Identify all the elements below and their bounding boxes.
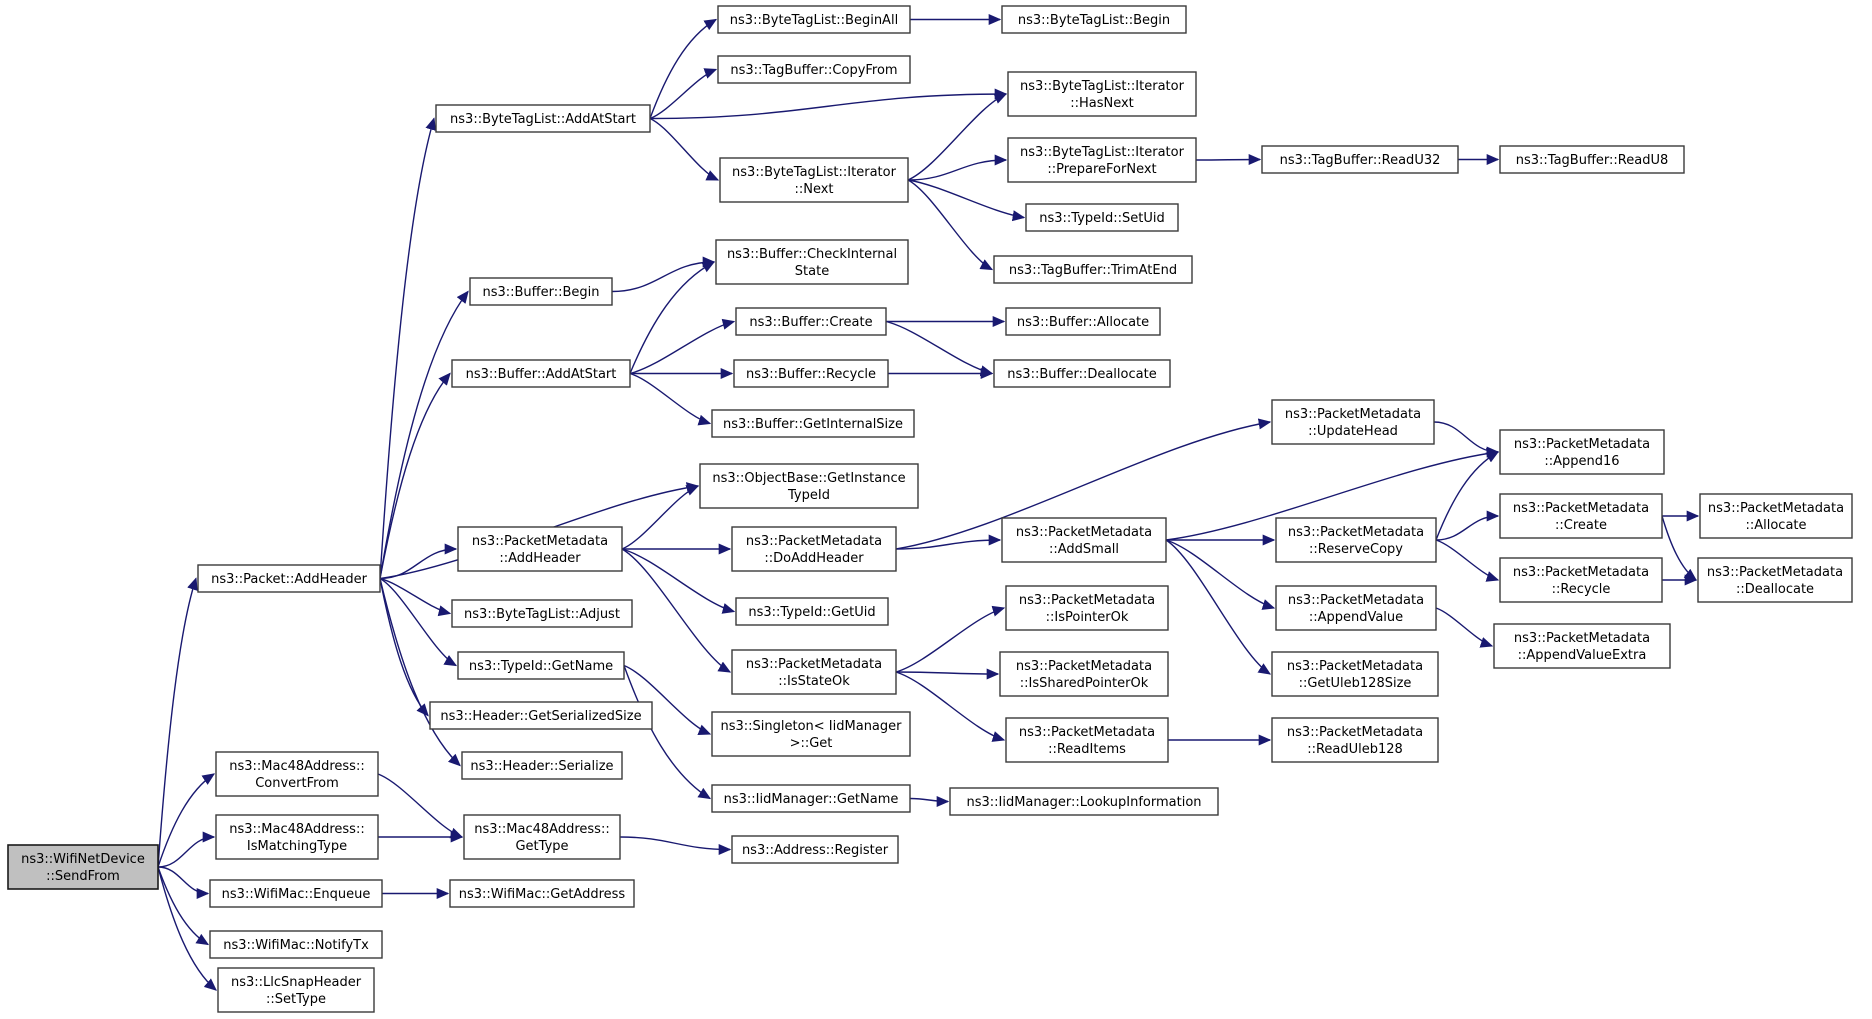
node-pm-updatehead[interactable] [1272,400,1434,444]
edge-typeid-getname-to-iidmanager-getname [624,666,710,799]
edge-pm-addsmall-to-pm-appendvalue [1166,540,1274,608]
node-pm-issharedpointerok[interactable] [1000,652,1168,696]
node-label: ns3::PacketMetadata ::Allocate [1707,501,1845,533]
node-btl-adjust[interactable] [452,600,632,627]
node-pm-deallocate[interactable] [1698,558,1852,602]
node-wifimac-getaddress[interactable] [450,880,634,907]
node-label: ns3::PacketMetadata ::AppendValue [1287,593,1425,625]
node-llcsnap-settype[interactable] [218,968,374,1012]
edge-pm-reservecopy-to-pm-append16 [1436,452,1498,540]
node-label: ns3::PacketMetadata ::IsSharedPointerOk [1015,659,1153,691]
edge-pm-isstateok-to-pm-readitems [896,672,1004,740]
node-label: ns3::WifiMac::NotifyTx [223,938,369,953]
edge-pm-isstateok-to-pm-ispointerok [896,608,1004,672]
node-label: ns3::Mac48Address:: ConvertFrom [229,759,365,791]
node-label: ns3::IidManager::GetName [723,792,899,807]
edge-pm-addheader-to-pm-isstateok [622,549,730,672]
edge-buffer-create-to-buffer-deallocate [886,322,992,374]
node-label: ns3::Buffer::GetInternalSize [723,417,903,432]
node-label: ns3::Address::Register [741,843,889,858]
node-label: ns3::PacketMetadata ::Deallocate [1706,565,1844,597]
edge-btl-addatstart-to-btl-iter-hasnext [650,94,1006,119]
edge-packet-addheader-to-buffer-begin [380,292,468,579]
edge-pm-addheader-to-objectbase-getinstancetypeid [622,486,698,549]
node-tagbuffer-readu32[interactable] [1262,146,1458,173]
node-label: ns3::TypeId::SetUid [1039,211,1165,226]
node-header-getserializedsize[interactable] [430,702,652,729]
node-label: ns3::PacketMetadata ::AppendValueExtra [1513,631,1651,663]
node-btl-beginall[interactable] [718,6,910,33]
node-objectbase-getinstancetypeid[interactable] [700,464,918,508]
node-label: ns3::ByteTagList::Iterator ::Next [732,165,896,197]
node-label: ns3::PacketMetadata ::IsStateOk [745,657,883,689]
node-typeid-setuid[interactable] [1026,204,1178,231]
node-pm-readitems[interactable] [1006,718,1168,762]
node-label: ns3::PacketMetadata ::Append16 [1513,437,1651,469]
edge-mac48-convertfrom-to-mac48-gettype [378,774,462,837]
node-label: ns3::WifiMac::GetAddress [458,887,626,902]
node-mac48-ismatchingtype[interactable] [216,815,378,859]
node-pm-isstateok[interactable] [732,650,896,694]
edge-buffer-begin-to-buffer-checkinternalstate [612,262,714,292]
edge-mac48-gettype-to-address-register [620,837,730,850]
node-wifimac-notifytx[interactable] [210,931,382,958]
edge-btl-addatstart-to-btl-beginall [650,20,716,119]
node-packet-addheader[interactable] [198,565,380,592]
edge-pm-isstateok-to-pm-issharedpointerok [896,672,998,674]
edge-btl-iter-next-to-btl-iter-hasnext [908,94,1006,180]
node-buffer-deallocate[interactable] [994,360,1170,387]
edge-sendfrom-to-packet-addheader [158,579,196,868]
node-pm-reservecopy[interactable] [1276,518,1436,562]
edge-pm-appendvalue-to-pm-appendvalueextra [1436,608,1492,646]
node-buffer-begin[interactable] [470,278,612,305]
node-label: ns3::ObjectBase::GetInstance TypeId [712,471,906,503]
node-label: ns3::Buffer::Begin [482,285,600,300]
node-sendfrom[interactable] [8,845,158,889]
node-label: ns3::ByteTagList::AddAtStart [450,112,636,127]
node-label: ns3::TagBuffer::ReadU32 [1279,153,1441,168]
edge-btl-iter-prepare-to-tagbuffer-readu32 [1196,160,1260,161]
node-label: ns3::Singleton< IidManager >::Get [720,719,902,751]
node-buffer-create[interactable] [736,308,886,335]
node-label: ns3::PacketMetadata ::Recycle [1512,565,1650,597]
node-iidmanager-lookupinformation[interactable] [950,788,1218,815]
node-label: ns3::Buffer::Deallocate [1007,367,1157,382]
node-label: ns3::TagBuffer::CopyFrom [730,63,898,78]
node-pm-create[interactable] [1500,494,1662,538]
node-label: ns3::Header::GetSerializedSize [440,709,642,724]
node-header-serialize[interactable] [462,752,622,779]
node-label: ns3::PacketMetadata ::ReadUleb128 [1286,725,1424,757]
node-label: ns3::Buffer::Create [749,315,873,330]
node-iidmanager-getname[interactable] [712,785,910,812]
edge-packet-addheader-to-buffer-addatstart [380,374,450,579]
edge-sendfrom-to-mac48-convertfrom [158,774,214,867]
edge-packet-addheader-to-header-serialize [380,579,460,766]
edge-iidmanager-getname-to-iidmanager-lookupinformation [910,799,948,802]
node-btl-addatstart[interactable] [436,105,650,132]
node-label: ns3::ByteTagList::Adjust [464,607,620,622]
edge-packet-addheader-to-btl-adjust [380,579,450,614]
node-pm-readuleb128[interactable] [1272,718,1438,762]
edge-sendfrom-to-mac48-ismatchingtype [158,837,214,867]
node-buffer-addatstart[interactable] [452,360,630,387]
node-label: ns3::PacketMetadata ::ReserveCopy [1287,525,1425,557]
edge-sendfrom-to-llcsnap-settype [158,867,216,990]
node-pm-allocate[interactable] [1700,494,1852,538]
node-pm-appendvalueextra[interactable] [1494,624,1670,668]
node-btl-iter-next[interactable] [720,158,908,202]
node-label: ns3::PacketMetadata ::UpdateHead [1284,407,1422,439]
edge-btl-iter-next-to-tagbuffer-trimatend [908,180,992,270]
edge-pm-addsmall-to-pm-getuleb128size [1166,540,1270,674]
node-label: ns3::WifiNetDevice ::SendFrom [21,852,145,884]
node-tagbuffer-trimatend[interactable] [994,256,1192,283]
node-pm-addsmall[interactable] [1002,518,1166,562]
node-pm-recycle[interactable] [1500,558,1662,602]
node-tagbuffer-readu8[interactable] [1500,146,1684,173]
node-label: ns3::PacketMetadata ::DoAddHeader [745,534,883,566]
node-btl-begin[interactable] [1002,6,1186,33]
node-buffer-checkinternalstate[interactable] [716,240,908,284]
node-label: ns3::ByteTagList::Begin [1017,13,1171,28]
edge-sendfrom-to-wifimac-notifytx [158,867,208,945]
node-label: ns3::TypeId::GetName [468,659,614,674]
node-mac48-gettype[interactable] [464,815,620,859]
node-label: ns3::ByteTagList::Iterator ::PrepareForNext [1020,145,1184,177]
edge-pm-create-to-pm-deallocate [1662,516,1696,580]
node-label: ns3::Mac48Address:: IsMatchingType [229,822,365,854]
edge-pm-addheader-to-typeid-getuid [622,549,734,612]
node-btl-iter-prepare[interactable] [1008,138,1196,182]
edge-buffer-addatstart-to-buffer-getinternalsize [630,374,710,424]
node-label: ns3::ByteTagList::BeginAll [729,13,899,28]
node-pm-addheader[interactable] [458,527,622,571]
node-typeid-getuid[interactable] [736,598,888,625]
node-label: ns3::IidManager::LookupInformation [966,795,1202,810]
node-label: ns3::PacketMetadata ::AddHeader [471,534,609,566]
node-label: ns3::Mac48Address:: GetType [474,822,610,854]
node-pm-doaddheader[interactable] [732,527,896,571]
node-buffer-recycle[interactable] [734,360,888,387]
node-label: ns3::PacketMetadata ::AddSmall [1015,525,1153,557]
edge-btl-addatstart-to-btl-iter-next [650,119,718,181]
node-buffer-allocate[interactable] [1006,308,1160,335]
node-label: ns3::Buffer::AddAtStart [465,367,617,382]
edge-packet-addheader-to-btl-addatstart [380,119,434,579]
node-mac48-convertfrom[interactable] [216,752,378,796]
node-singleton-get[interactable] [712,712,910,756]
node-label: ns3::Buffer::CheckInternal State [726,247,898,279]
node-pm-ispointerok[interactable] [1006,586,1168,630]
edge-buffer-addatstart-to-buffer-checkinternalstate [630,262,714,374]
node-label: ns3::TagBuffer::ReadU8 [1515,153,1669,168]
node-label: ns3::Header::Serialize [470,759,614,774]
node-label: ns3::Buffer::Recycle [745,367,877,382]
node-btl-iter-hasnext[interactable] [1008,72,1196,116]
node-label: ns3::PacketMetadata ::IsPointerOk [1018,593,1156,625]
node-tagbuffer-copyfrom[interactable] [718,56,910,83]
node-label: ns3::Packet::AddHeader [211,572,367,587]
node-label: ns3::PacketMetadata ::Create [1512,501,1650,533]
node-wifimac-enqueue[interactable] [210,880,382,907]
node-label: ns3::TagBuffer::TrimAtEnd [1008,263,1178,278]
edge-pm-reservecopy-to-pm-recycle [1436,540,1498,580]
edge-pm-updatehead-to-pm-append16 [1434,422,1498,452]
node-pm-appendvalue[interactable] [1276,586,1436,630]
node-label: ns3::TypeId::GetUid [748,605,876,620]
edge-buffer-addatstart-to-buffer-create [630,322,734,374]
edge-sendfrom-to-wifimac-enqueue [158,867,208,894]
node-label: ns3::LlcSnapHeader ::SetType [230,975,362,1007]
node-label: ns3::PacketMetadata ::ReadItems [1018,725,1156,757]
node-label: ns3::Buffer::Allocate [1016,315,1150,330]
edge-pm-doaddheader-to-pm-addsmall [896,540,1000,549]
node-label: ns3::WifiMac::Enqueue [221,887,371,902]
node-pm-getuleb128size[interactable] [1272,652,1438,696]
node-label: ns3::PacketMetadata ::GetUleb128Size [1286,659,1424,691]
node-buffer-getinternalsize[interactable] [712,410,914,437]
node-pm-append16[interactable] [1500,430,1664,474]
node-typeid-getname[interactable] [458,652,624,679]
edge-btl-iter-next-to-typeid-setuid [908,180,1024,218]
node-label: ns3::ByteTagList::Iterator ::HasNext [1020,79,1184,111]
node-address-register[interactable] [732,836,898,863]
